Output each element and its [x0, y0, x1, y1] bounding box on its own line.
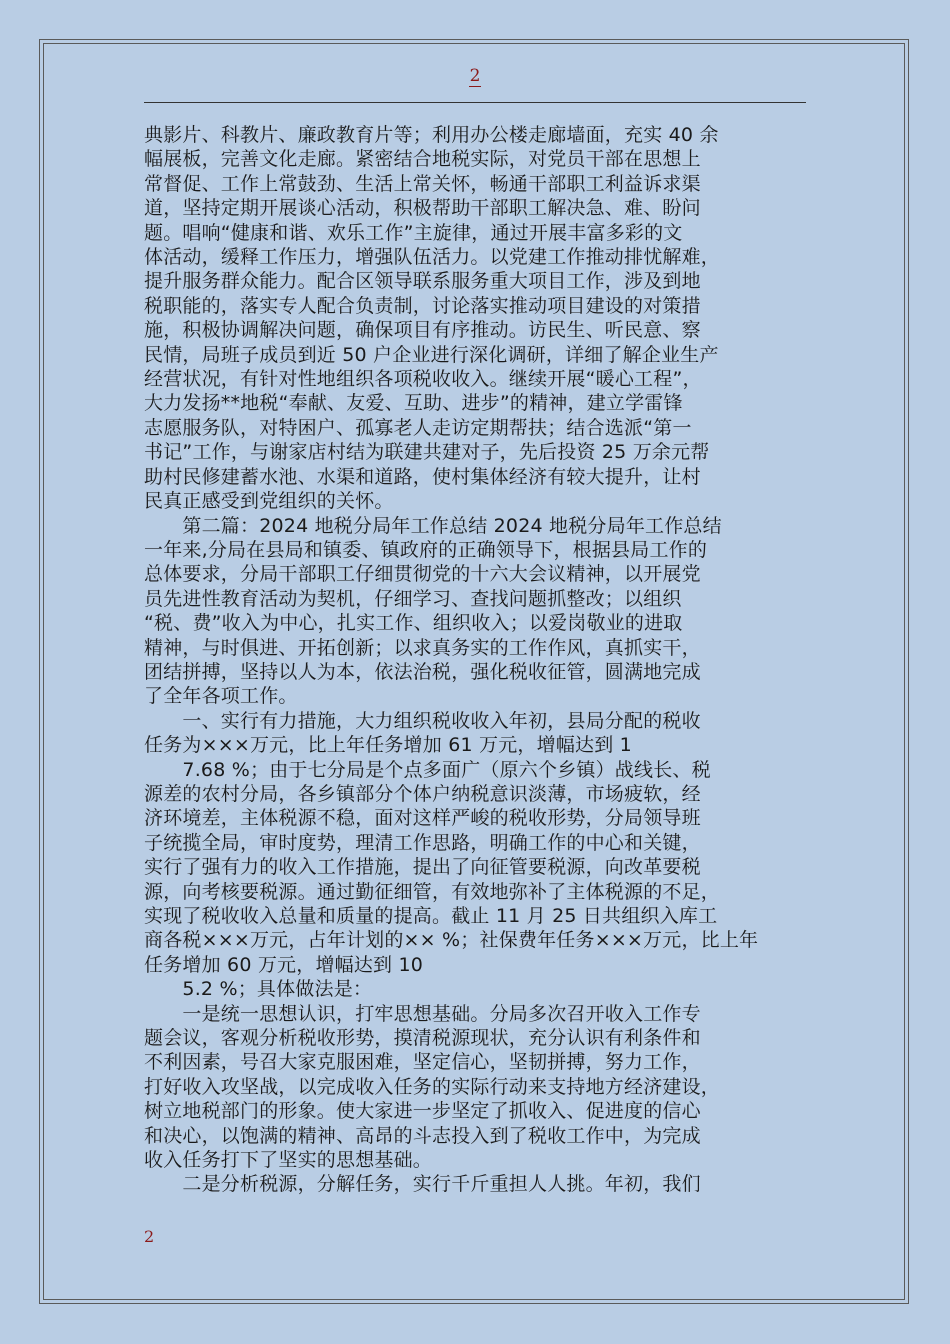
- text-line: 经营状况，有针对性地组织各项税收收入。继续开展“暖心工程”，: [144, 368, 702, 391]
- text-line: 员先进性教育活动为契机，仔细学习、查找问题抓整改；以组织: [144, 587, 682, 610]
- text-line: 源差的农村分局，各乡镇部分个体户纳税意识淡薄，市场疲软，经: [144, 782, 701, 805]
- text-line: 志愿服务队，对特困户、孤寡老人走访定期帮扶；结合选派“第一: [144, 416, 692, 439]
- text-line: 典影片、科教片、廉政教育片等；利用办公楼走廊墙面，充实 40 余: [144, 124, 719, 146]
- text-line: 收入任务打下了坚实的思想基础。: [144, 1149, 433, 1172]
- text-line: 和决心，以饱满的精神、高昂的斗志投入到了税收工作中，为完成: [144, 1124, 701, 1147]
- text-line: 题。唱响“健康和谐、欢乐工作”主旋律，通过开展丰富多彩的文: [144, 221, 683, 244]
- header-page-number-text: 2: [469, 66, 481, 86]
- text-line: 二是分析税源，分解任务，实行千斤重担人人挑。年初，我们: [144, 1173, 701, 1196]
- text-line: 源，向考核要税源。通过勤征细管，有效地弥补了主体税源的不足，: [144, 880, 721, 903]
- text-line: 5.2 %；具体做法是：: [144, 978, 373, 1001]
- text-line: 常督促、工作上常鼓劲、生活上常关怀，畅通干部职工利益诉求渠: [144, 172, 701, 195]
- text-line: 提升服务群众能力。配合区领导联系服务重大项目工作，涉及到地: [144, 270, 701, 293]
- text-line: 商各税×××万元，占年计划的×× %；社保费年任务×××万元，比上年: [144, 929, 759, 952]
- text-line: 一是统一思想认识，打牢思想基础。分局多次召开收入工作专: [144, 1002, 701, 1025]
- text-line: 济环境差，主体税源不稳，面对这样严峻的税收形势，分局领导班: [144, 807, 701, 830]
- text-line: 第二篇：2024 地税分局年工作总结 2024 地税分局年工作总结: [144, 514, 722, 537]
- text-line: 子统揽全局，审时度势，理清工作思路，明确工作的中心和关键，: [144, 831, 701, 854]
- text-line: “税、费”收入为中心，扎实工作、组织收入；以爱岗敬业的进取: [144, 612, 683, 635]
- footer-page-number: 2: [144, 1227, 155, 1246]
- text-line: 打好收入攻坚战，以完成收入任务的实际行动来支持地方经济建设，: [144, 1075, 721, 1098]
- text-line: 大力发扬**地税“奉献、友爱、互助、进步”的精神，建立学雷锋: [144, 392, 683, 415]
- text-line: 幅展板，完善文化走廊。紧密结合地税实际，对党员干部在思想上: [144, 148, 701, 171]
- text-line: 一、实行有力措施，大力组织税收收入年初，县局分配的税收: [144, 709, 701, 732]
- text-line: 精神，与时俱进、开拓创新；以求真务实的工作作风，真抓实干，: [144, 636, 701, 659]
- text-line: 一年来,分局在县局和镇委、镇政府的正确领导下，根据县局工作的: [144, 538, 708, 561]
- text-line: 树立地税部门的形象。使大家进一步坚定了抓收入、促进度的信心: [144, 1100, 701, 1123]
- text-line: 了全年各项工作。: [144, 685, 298, 708]
- text-line: 实行了强有力的收入工作措施，提出了向征管要税源，向改革要税: [144, 856, 701, 879]
- text-line: 任务增加 60 万元，增幅达到 10: [144, 953, 424, 976]
- text-line: 总体要求，分局干部职工仔细贯彻党的十六大会议精神，以开展党: [144, 563, 701, 586]
- document-body: [144, 123, 812, 1197]
- text-line: 体活动，缓释工作压力，增强队伍活力。以党建工作推动排忧解难，: [144, 246, 721, 269]
- text-line: 助村民修建蓄水池、水渠和道路，使村集体经济有较大提升，让村: [144, 465, 701, 488]
- text-line: 民情，局班子成员到近 50 户企业进行深化调研，详细了解企业生产: [144, 343, 719, 366]
- text-line: 实现了税收收入总量和质量的提高。截止 11 月 25 日共组织入库工: [144, 905, 718, 927]
- text-line: 道，坚持定期开展谈心活动，积极帮助干部职工解决急、难、盼问: [144, 197, 701, 220]
- text-line: 团结拼搏，坚持以人为本，依法治税，强化税收征管，圆满地完成: [144, 660, 701, 683]
- text-line: 施，积极协调解决问题，确保项目有序推动。访民生、听民意、察: [144, 319, 701, 342]
- text-line: 税职能的，落实专人配合负责制，讨论落实推动项目建设的对策措: [144, 294, 701, 317]
- text-line: 不利因素，号召大家克服困难，坚定信心，坚韧拼搏，努力工作，: [144, 1051, 701, 1074]
- header-divider: [144, 102, 806, 103]
- header-page-number: [0, 64, 950, 88]
- text-line: 民真正感受到党组织的关怀。: [144, 490, 394, 513]
- text-line: 任务为×××万元，比上年任务增加 61 万元，增幅达到 1: [144, 734, 632, 757]
- text-line: 7.68 %；由于七分局是个点多面广（原六个乡镇）战线长、税: [144, 758, 711, 781]
- text-line: 题会议，客观分析税收形势，摸清税源现状，充分认识有利条件和: [144, 1027, 701, 1050]
- text-line: 书记”工作，与谢家店村结为联建共建对子，先后投资 25 万余元帮: [144, 441, 710, 464]
